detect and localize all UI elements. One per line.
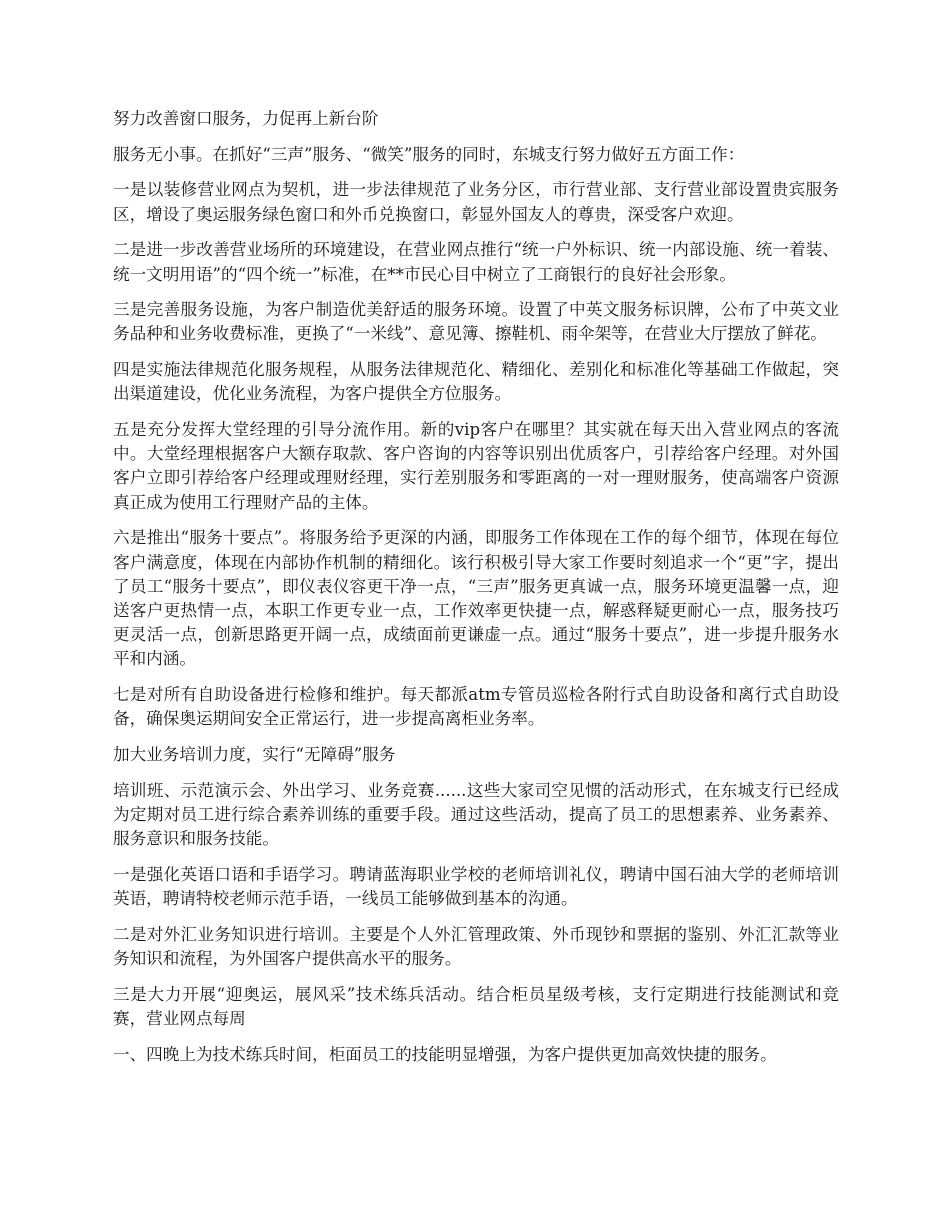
paragraph-point-3: 三是完善服务设施，为客户制造优美舒适的服务环境。设置了中英文服务标识牌，公布了中英文业务品种和业务收费标准，更换了“一米线”、意见簿、擦鞋机、雨伞架等，在营业大厅摆放了鲜花。 bbox=[113, 300, 839, 344]
paragraph-training-2: 二是对外汇业务知识进行培训。主要是个人外汇管理政策、外币现钞和票据的鉴别、外汇汇款等业务知识和流程，为外国客户提供高水平的服务。 bbox=[113, 924, 839, 968]
paragraph-intro: 服务无小事。在抓好“三声”服务、“微笑”服务的同时，东城支行努力做好五方面工作： bbox=[113, 144, 745, 164]
paragraph-training-1: 一是强化英语口语和手语学习。聘请蓝海职业学校的老师培训礼仪，聘请中国石油大学的老师培训英语，聘请特校老师示范手语，一线员工能够做到基本的沟通。 bbox=[113, 864, 839, 908]
paragraph-training-3-cont: 一、四晚上为技术练兵时间，柜面员工的技能明显增强，为客户提供更加高效快捷的服务。 bbox=[113, 1044, 777, 1064]
paragraph-point-6: 六是推出“服务十要点”。将服务给予更深的内涵，即服务工作体现在工作的每个细节，体现在每位客户满意度，体现在内部协作机制的精细化。该行积极引导大家工作要时刻追求一个“更”字，提出了员工“服务十要点”，即仪表仪容更干净一点，“三声”服务更真诚一点，服务环境更温馨一点，迎送客户更热情一点，本职工作更专业一点，工作效率更快捷一点，解惑释疑更耐心一点，服务技巧更灵活一点，创新思路更开阔一点，成绩面前更谦虚一点。通过“服务十要点”，进一步提升服务水平和内涵。 bbox=[113, 528, 839, 669]
paragraph-point-4: 四是实施法律规范化服务规程，从服务法律规范化、精细化、差别化和标准化等基础工作做起，突出渠道建设，优化业务流程，为客户提供全方位服务。 bbox=[113, 360, 839, 404]
section-heading-training: 加大业务培训力度，实行“无障碍”服务 bbox=[113, 744, 396, 764]
paragraph-training-intro: 培训班、示范演示会、外出学习、业务竞赛......这些大家司空见惯的活动形式，在东城支行已经成为定期对员工进行综合素养训练的重要手段。通过这些活动，提高了员工的思想素养、业务素养、服务意识和服务技能。 bbox=[113, 780, 839, 849]
document-page bbox=[113, 107, 839, 1078]
section-heading-window-service: 努力改善窗口服务，力促再上新台阶 bbox=[113, 109, 379, 128]
paragraph-point-5: 五是充分发挥大堂经理的引导分流作用。新的vip客户在哪里？其实就在每天出入营业网点的客流中。大堂经理根据客户大额存取款、客户咨询的内容等识别出优质客户，引荐给客户经理。对外国客户立即引荐给客户经理或理财经理，实行差别服务和零距离的一对一理财服务，使高端客户资源真正成为使用工行理财产品的主体。 bbox=[113, 420, 839, 512]
paragraph-point-7: 七是对所有自助设备进行检修和维护。每天都派atm专管员巡检各附行式自助设备和离行式自助设备，确保奥运期间安全正常运行，进一步提高离柜业务率。 bbox=[113, 685, 839, 729]
paragraph-point-1: 一是以装修营业网点为契机，进一步法律规范了业务分区，市行营业部、支行营业部设置贵宾服务区，增设了奥运服务绿色窗口和外币兑换窗口，彰显外国友人的尊贵，深受客户欢迎。 bbox=[113, 180, 839, 224]
paragraph-training-3: 三是大力开展“迎奥运，展风采”技术练兵活动。结合柜员星级考核，支行定期进行技能测试和竞赛，营业网点每周 bbox=[113, 984, 839, 1028]
paragraph-point-2: 二是进一步改善营业场所的环境建设，在营业网点推行“统一户外标识、统一内部设施、统一着装、统一文明用语”的“四个统一”标准，在**市民心目中树立了工商银行的良好社会形象。 bbox=[113, 240, 839, 284]
